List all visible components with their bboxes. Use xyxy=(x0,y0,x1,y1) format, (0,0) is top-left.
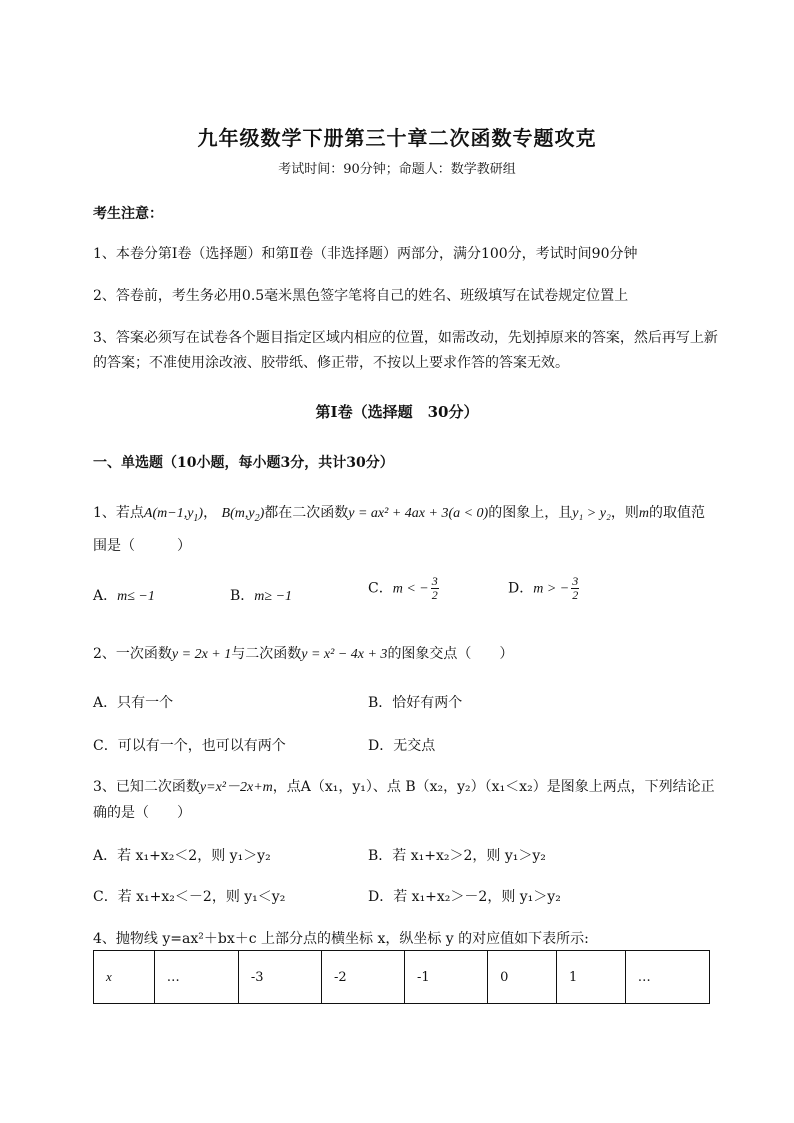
q2-option-c[interactable]: C．可以有一个，也可以有两个 xyxy=(93,738,286,754)
q1-tail3: 的取值范 xyxy=(648,505,705,521)
q2-option-a[interactable]: A．只有一个 xyxy=(93,695,174,711)
q2-option-d[interactable]: D．无交点 xyxy=(368,738,436,754)
q3-option-a[interactable]: A．若 x₁+x₂＜2，则 y₁＞y₂ xyxy=(93,848,271,864)
notice-heading: 考生注意： xyxy=(93,206,163,222)
q1-option-d-fraction: $\frac{3}{2}$ xyxy=(572,574,579,602)
table-cell: … xyxy=(154,951,238,1004)
q1-prefix: 1、若点 xyxy=(93,505,144,521)
q1-condition: y₁ > y₂ xyxy=(572,506,611,521)
question-1-line1 xyxy=(93,502,705,524)
q1-var: m xyxy=(638,506,649,521)
table-cell: 1 xyxy=(556,951,625,1004)
q1-point-a: $A(m-1,y_1)$ xyxy=(143,506,204,524)
q1-tail2: ，则 xyxy=(610,505,639,521)
table-cell: … xyxy=(625,951,709,1004)
question-1-line2: 围是（ ） xyxy=(93,538,191,554)
q1-sep: ， xyxy=(203,505,218,521)
question-3-line1: 3、已知二次函数y=x²－2x+m，点A（x₁，y₁）、点 B（x₂，y₂）（x₁＜x₂）是图象上两点，下列结论正 xyxy=(93,779,715,795)
q1-function: y = ax² + 4ax + 3(a < 0) xyxy=(348,506,489,521)
q2-quadratic-function: y = x² − 4x + 3 xyxy=(301,647,388,662)
q1-option-b[interactable]: B．m≥ −1 xyxy=(230,588,293,604)
q1-option-a[interactable]: A．m≤ −1 xyxy=(93,588,155,604)
q3-option-c[interactable]: C．若 x₁+x₂＜－2，则 y₁＜y₂ xyxy=(93,889,286,905)
table-row xyxy=(94,951,710,1004)
notice-item-3-line1: 3、答案必须写在试卷各个题目指定区域内相应的位置，如需改动，先划掉原来的答案，然后再写上新 xyxy=(93,330,718,346)
section-title: 第I卷（选择题 30分） xyxy=(315,403,479,421)
q1-tail: 的图象上，且 xyxy=(488,505,573,521)
q1-mid: 都在二次函数 xyxy=(264,505,349,521)
question-4: 4、抛物线 y=ax²＋bx＋c 上部分点的横坐标 x，纵坐标 y 的对应值如下表所示: xyxy=(93,931,589,947)
q2-option-b[interactable]: B．恰好有两个 xyxy=(368,695,463,711)
table-cell: 0 xyxy=(488,951,557,1004)
part-heading: 一、单选题（10小题，每小题3分，共计30分） xyxy=(93,455,394,471)
table-cell: -1 xyxy=(405,951,488,1004)
table-cell-header-x: x xyxy=(94,951,155,1004)
page-title: 九年级数学下册第三十章二次函数专题攻克 xyxy=(197,126,597,150)
q1-option-c-fraction: $\frac{3}{2}$ xyxy=(431,574,438,602)
q3-option-b[interactable]: B．若 x₁+x₂＞2，则 y₁＞y₂ xyxy=(368,848,546,864)
question-2: 2、一次函数y = 2x + 1与二次函数y = x² − 4x + 3的图象交点（ ） xyxy=(93,646,514,662)
q1-point-b: $B(m,y_2)$ xyxy=(221,506,265,524)
q2-linear-function: y = 2x + 1 xyxy=(171,647,232,662)
q1-option-d[interactable]: D．m > − $\frac{3}{2}$ xyxy=(508,574,579,602)
table-cell: -2 xyxy=(321,951,404,1004)
q1-option-c[interactable]: C．m < − $\frac{3}{2}$ xyxy=(368,574,438,602)
q4-value-table xyxy=(93,950,710,1004)
table-cell: -3 xyxy=(238,951,321,1004)
question-3-line2: 确的是（ ） xyxy=(93,805,191,821)
q3-option-d[interactable]: D．若 x₁+x₂＞－2，则 y₁＞y₂ xyxy=(368,889,561,905)
notice-item-1: 1、本卷分第I卷（选择题）和第Ⅱ卷（非选择题）两部分，满分100分，考试时间90分钟 xyxy=(93,246,638,262)
exam-subtitle: 考试时间：90分钟；命题人：数学教研组 xyxy=(278,162,516,177)
notice-item-2: 2、答卷前，考生务必用0.5毫米黑色签字笔将自己的姓名、班级填写在试卷规定位置上 xyxy=(93,288,629,304)
notice-item-3-line2: 的答案；不准使用涂改液、胶带纸、修正带，不按以上要求作答的答案无效。 xyxy=(93,355,569,371)
q3-function: y=x²－2x+m xyxy=(199,780,273,795)
